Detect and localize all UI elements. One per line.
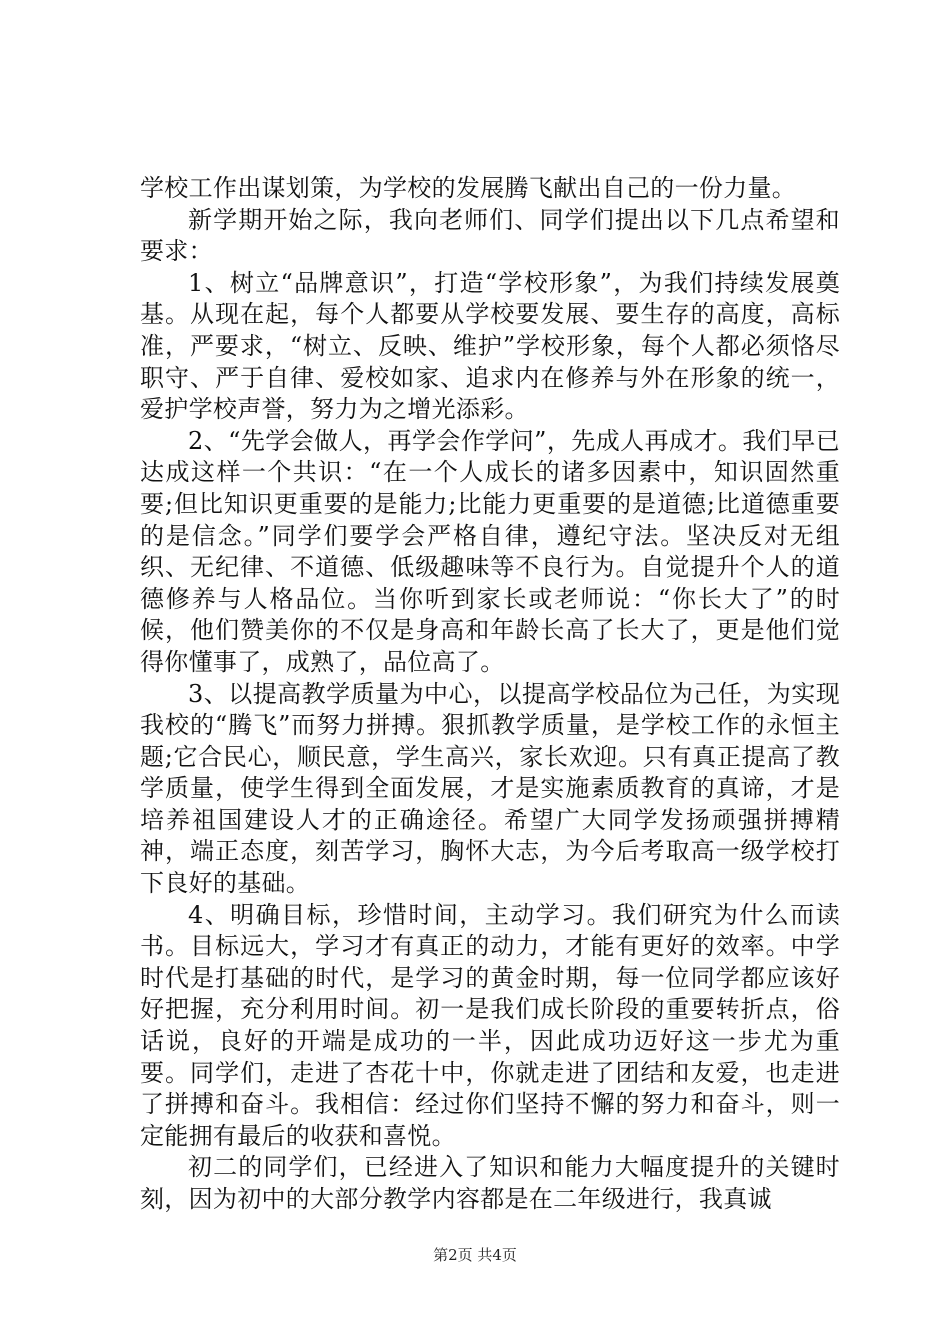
document-body bbox=[140, 173, 840, 1216]
paragraph-point-3: 3、以提高教学质量为中心，以提高学校品位为己任，为实现我校的“腾飞”而努力拼搏。狠抓教学质量，是学校工作的永恒主题;它合民心，顺民意，学生高兴，家长欢迎。只有真正提高了教学质量，使学生得到全面发展，才是实施素质教育的真谛，才是培养祖国建设人才的正确途径。希望广大同学发扬顽强拼搏精神，端正态度，刻苦学习，胸怀大志，为今后考取高一级学校打下良好的基础。 bbox=[140, 679, 840, 898]
paragraph-grade-two: 初二的同学们，已经进入了知识和能力大幅度提升的关键时刻，因为初中的大部分教学内容都是在二年级进行，我真诚 bbox=[140, 1153, 840, 1213]
paragraph-point-2: 2、“先学会做人，再学会作学问”，先成人再成才。我们早已达成这样一个共识：“在一个人成长的诸多因素中，知识固然重要;但比知识更重要的是能力;比能力更重要的是道德;比道德重要的是信念。”同学们要学会严格自律，遵纪守法。坚决反对无组织、无纪律、不道德、低级趣味等不良行为。自觉提升个人的道德修养与人格品位。当你听到家长或老师说：“你长大了”的时候，他们赞美你的不仅是身高和年龄长高了长大了，更是他们觉得你懂事了，成熟了，品位高了。 bbox=[140, 426, 840, 676]
paragraph-point-1: 1、树立“品牌意识”，打造“学校形象”，为我们持续发展奠基。从现在起，每个人都要从学校要发展、要生存的高度，高标准，严要求，“树立、反映、维护”学校形象，每个人都必须恪尽职守、严于自律、爱校如家、追求内在修养与外在形象的统一，爱护学校声誉，努力为之增光添彩。 bbox=[140, 268, 840, 424]
paragraph-continuation: 学校工作出谋划策，为学校的发展腾飞献出自己的一份力量。 bbox=[140, 174, 797, 202]
paragraph-point-4: 4、明确目标，珍惜时间，主动学习。我们研究为什么而读书。目标远大，学习才有真正的动力，才能有更好的效率。中学时代是打基础的时代，是学习的黄金时期，每一位同学都应该好好把握，充分利用时间。初一是我们成长阶段的重要转折点，俗话说，良好的开端是成功的一半，因此成功迈好这一步尤为重要。同学们，走进了杏花十中，你就走进了团结和友爱，也走进了拼搏和奋斗。我相信：经过你们坚持不懈的努力和奋斗，则一定能拥有最后的收获和喜悦。 bbox=[140, 900, 840, 1150]
page-footer: 第2页 共4页 bbox=[433, 1246, 517, 1264]
paragraph-intro: 新学期开始之际，我向老师们、同学们提出以下几点希望和要求： bbox=[140, 205, 840, 266]
